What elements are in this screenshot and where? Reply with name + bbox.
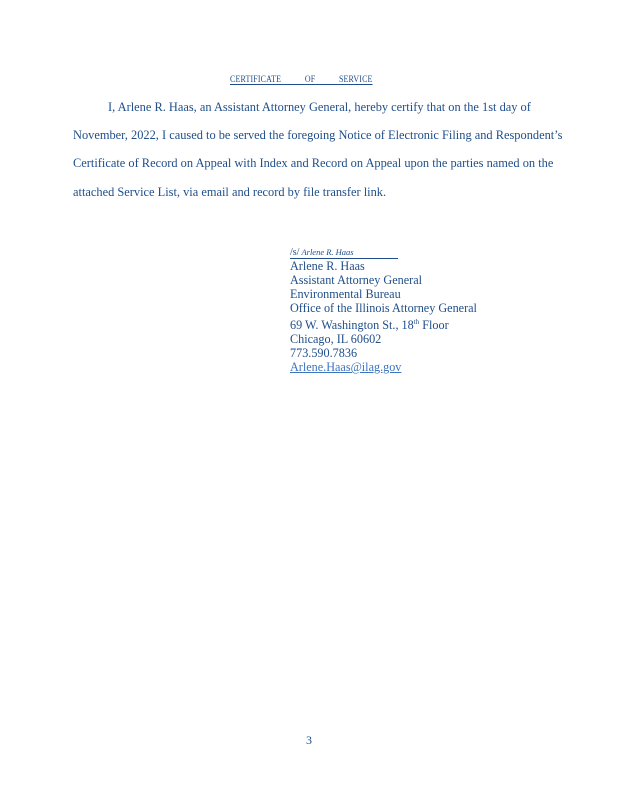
page-number: 3 — [306, 733, 312, 747]
signer-bureau: Environmental Bureau — [290, 287, 401, 301]
body-line-2: November, 2022, I caused to be served the foregoing Notice of Electronic Filing and Respondent’s — [73, 128, 563, 142]
street-text: 69 W. Washington St., 18 — [290, 318, 414, 333]
signer-phone: 773.590.7836 — [290, 346, 358, 361]
body-line-1: I, Arlene R. Haas, an Assistant Attorney General, hereby certify that on the 1st day of — [108, 100, 531, 114]
signature-name: Arlene R. Haas — [301, 247, 354, 257]
signer-office: Office of the Illinois Attorney General — [290, 301, 477, 315]
certificate-title — [230, 74, 373, 85]
body-line-3: Certificate of Record on Appeal with Index and Record on Appeal upon the parties named on the — [73, 156, 554, 170]
signer-title: Assistant Attorney General — [290, 273, 423, 287]
title-word-of: OF — [304, 74, 316, 84]
signer-city: Chicago, IL 60602 — [290, 332, 382, 347]
signature-prefix: /s/ — [290, 247, 300, 258]
signer-street — [290, 315, 477, 332]
body-line-4: attached Service List, via email and record by file transfer link. — [73, 185, 387, 199]
signature-block — [290, 247, 477, 374]
signer-name: Arlene R. Haas — [290, 259, 365, 273]
signature-line — [290, 247, 398, 259]
title-word-service: SERVICE — [338, 74, 373, 84]
street-floor: Floor — [419, 318, 449, 333]
signer-email-link[interactable]: Arlene.Haas@ilag.gov — [290, 360, 402, 375]
street-ordinal: th — [413, 318, 420, 326]
title-word-certificate: CERTIFICATE — [230, 74, 282, 84]
